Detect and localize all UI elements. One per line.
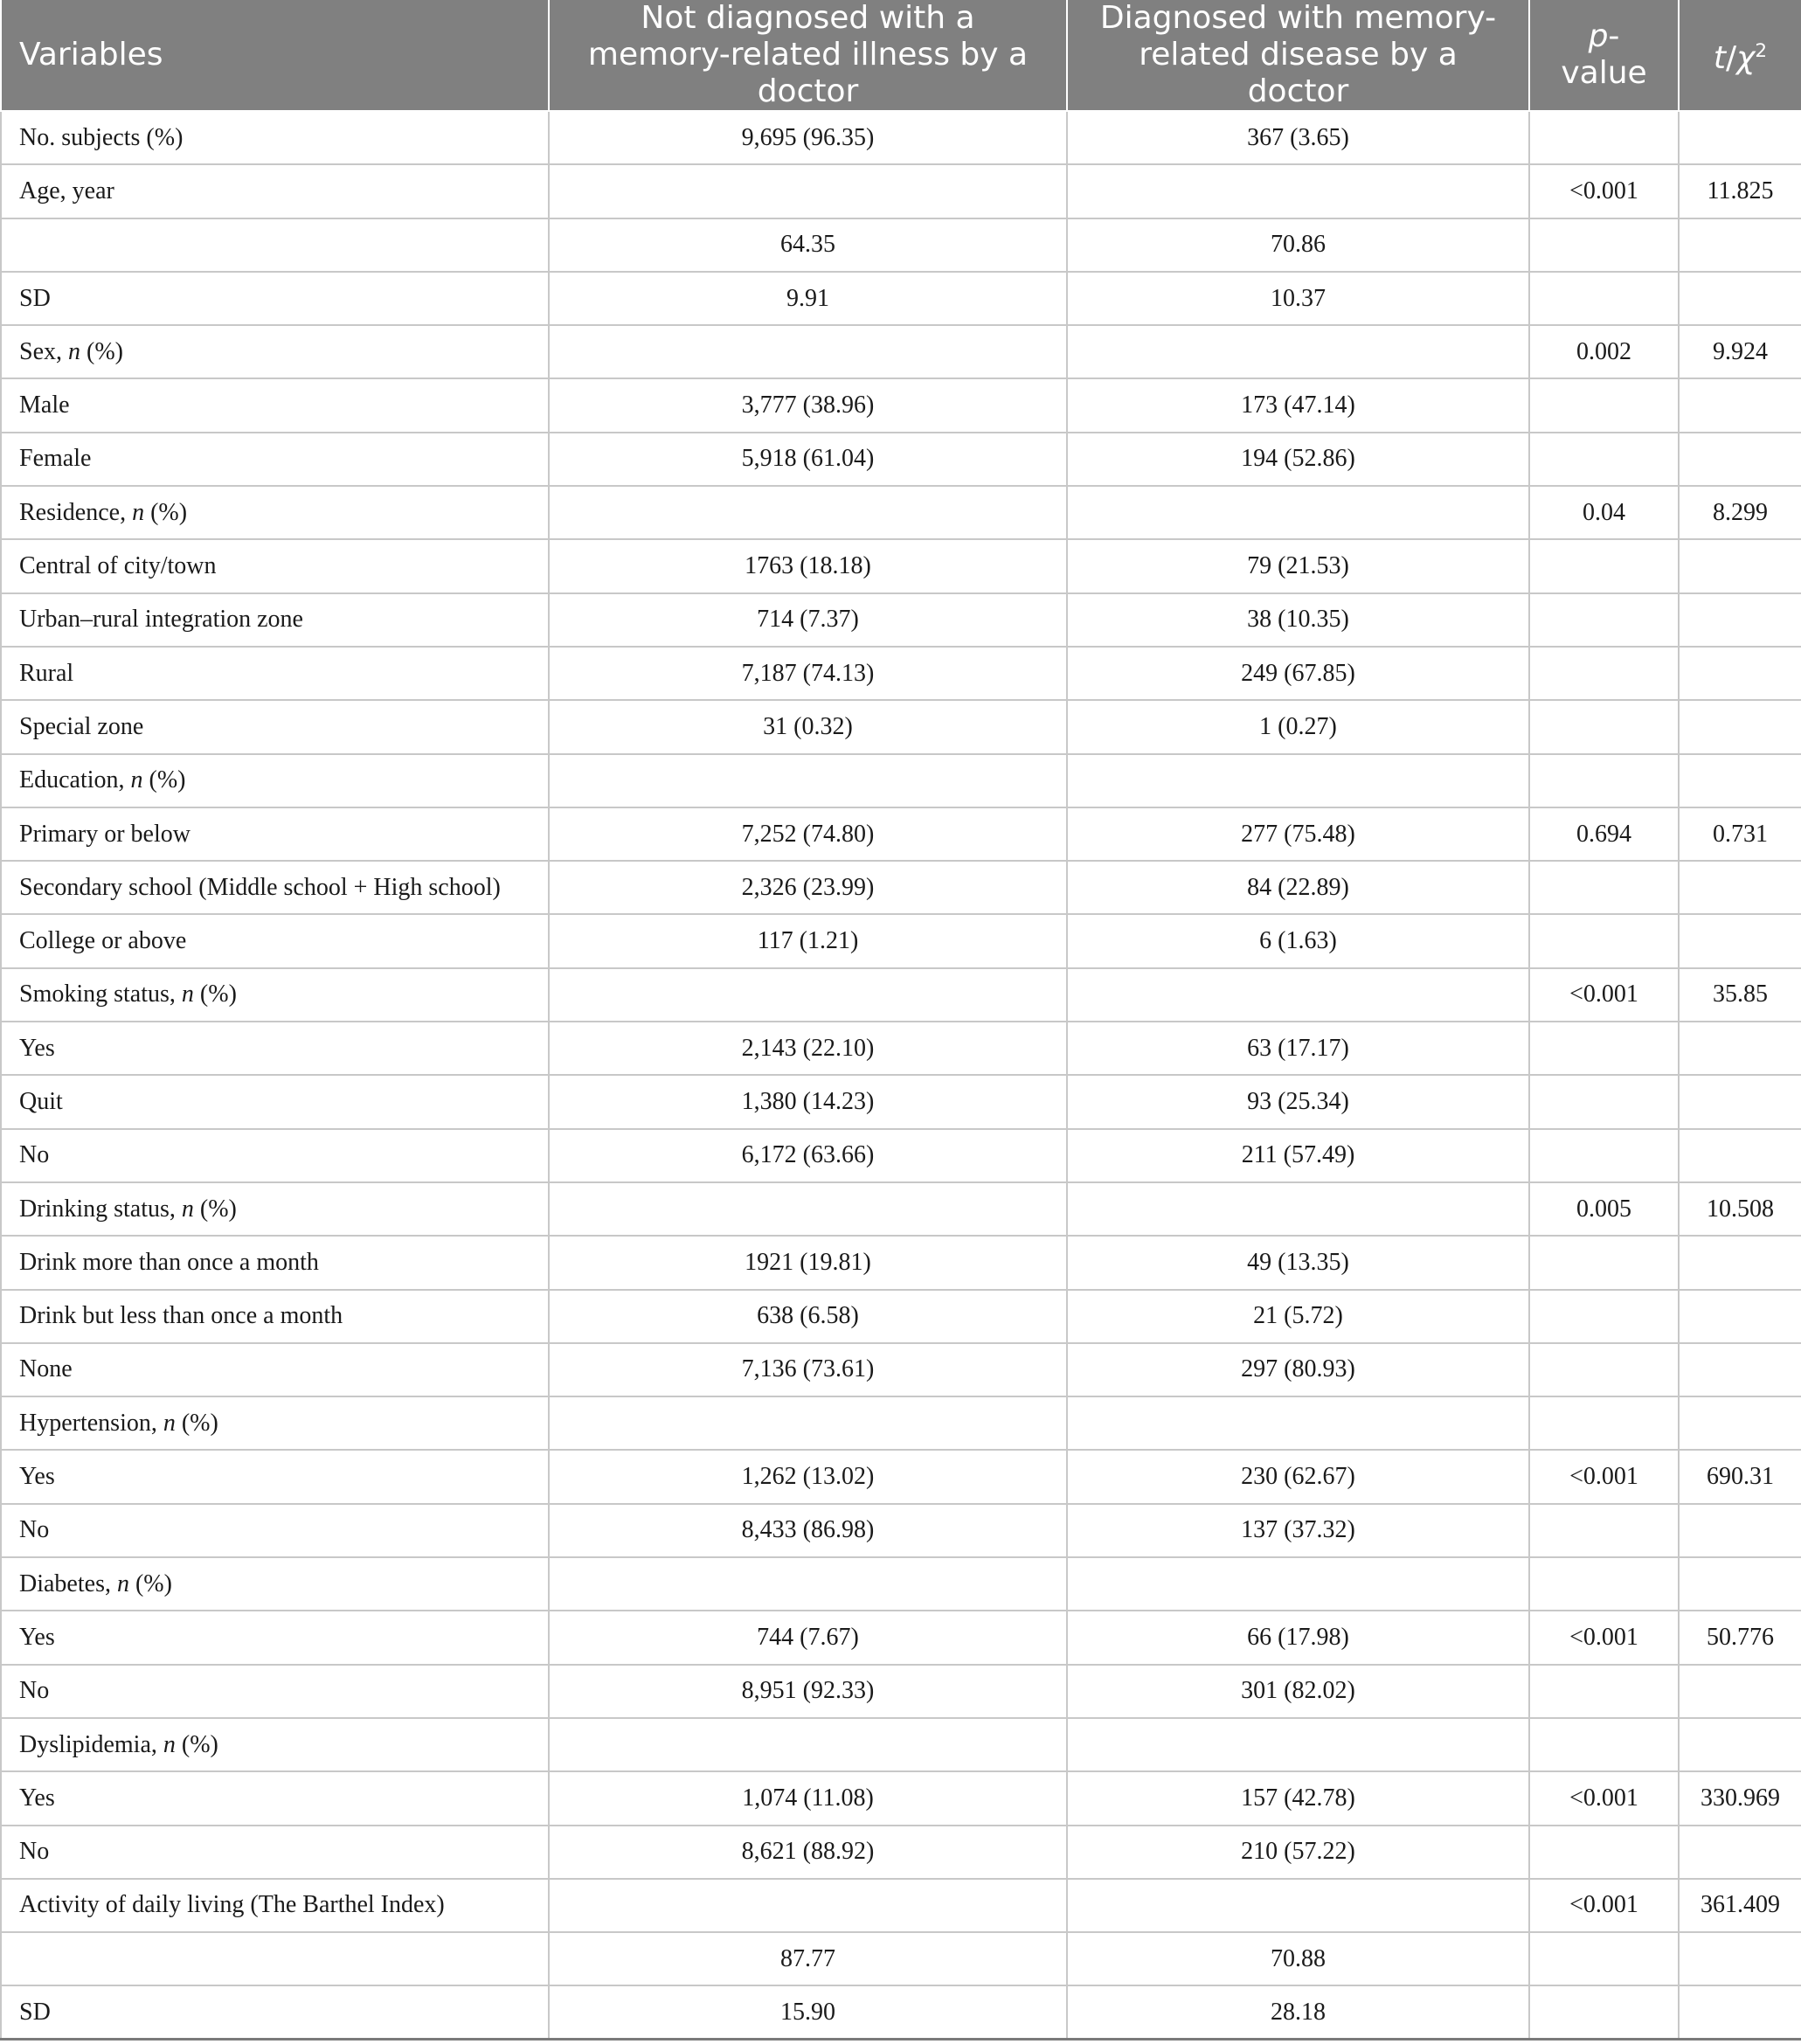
cell-variable <box>1 700 549 753</box>
table-row <box>1 914 1801 967</box>
cell-statistic <box>1679 1022 1801 1075</box>
cell-p-value: <0.001 <box>1529 164 1679 218</box>
cell-diagnosed <box>1067 1396 1529 1450</box>
cell-variable <box>1 539 549 592</box>
cell-statistic <box>1679 1932 1801 1985</box>
cell-statistic <box>1679 272 1801 325</box>
variable-label: Diabetes, <box>19 1569 117 1597</box>
cell-variable <box>1 807 549 861</box>
cell-diagnosed: 249 (67.85) <box>1067 647 1529 700</box>
cell-not-diagnosed: 64.35 <box>549 218 1067 272</box>
variable-label: Age, year <box>19 177 114 204</box>
variable-label: Secondary school (Middle school + High school) <box>19 873 501 901</box>
cell-not-diagnosed <box>549 486 1067 539</box>
cell-statistic <box>1679 1985 1801 2039</box>
table-row <box>1 968 1801 1022</box>
variable-label: Quit <box>19 1087 63 1115</box>
cell-variable <box>1 1718 549 1771</box>
cell-diagnosed: 297 (80.93) <box>1067 1343 1529 1396</box>
cell-diagnosed <box>1067 754 1529 807</box>
cell-statistic <box>1679 754 1801 807</box>
cell-not-diagnosed: 31 (0.32) <box>549 700 1067 753</box>
header-statistic <box>1679 0 1801 111</box>
cell-variable <box>1 1932 549 1985</box>
cell-statistic <box>1679 914 1801 967</box>
header-variables: Variables <box>1 0 549 111</box>
cell-diagnosed: 79 (21.53) <box>1067 539 1529 592</box>
cell-variable <box>1 1075 549 1128</box>
table-row <box>1 1343 1801 1396</box>
cell-p-value <box>1529 1343 1679 1396</box>
cell-diagnosed: 137 (37.32) <box>1067 1504 1529 1557</box>
cell-not-diagnosed: 5,918 (61.04) <box>549 433 1067 486</box>
cell-not-diagnosed: 638 (6.58) <box>549 1290 1067 1343</box>
cell-variable <box>1 754 549 807</box>
cell-diagnosed: 38 (10.35) <box>1067 593 1529 647</box>
cell-p-value: 0.694 <box>1529 807 1679 861</box>
table-row <box>1 539 1801 592</box>
cell-not-diagnosed: 8,951 (92.33) <box>549 1665 1067 1718</box>
cell-diagnosed: 6 (1.63) <box>1067 914 1529 967</box>
cell-p-value <box>1529 1504 1679 1557</box>
cell-diagnosed: 21 (5.72) <box>1067 1290 1529 1343</box>
variable-label: Hypertension, <box>19 1409 163 1437</box>
cell-p-value <box>1529 647 1679 700</box>
variable-label: Yes <box>19 1623 55 1651</box>
table-row <box>1 486 1801 539</box>
cell-p-value <box>1529 1236 1679 1289</box>
cell-p-value <box>1529 1022 1679 1075</box>
cell-diagnosed: 49 (13.35) <box>1067 1236 1529 1289</box>
header-row <box>1 0 1801 111</box>
cell-statistic <box>1679 1504 1801 1557</box>
cell-statistic <box>1679 647 1801 700</box>
cell-variable <box>1 914 549 967</box>
header-stat-sup: 2 <box>1755 40 1768 62</box>
cell-p-value <box>1529 1075 1679 1128</box>
cell-diagnosed: 157 (42.78) <box>1067 1771 1529 1825</box>
table-row <box>1 218 1801 272</box>
cell-not-diagnosed: 9,695 (96.35) <box>549 111 1067 164</box>
cell-p-value: 0.005 <box>1529 1182 1679 1236</box>
variable-label: Female <box>19 445 92 473</box>
cell-p-value: <0.001 <box>1529 1450 1679 1503</box>
variable-label-n: n <box>181 1195 194 1223</box>
cell-p-value <box>1529 378 1679 432</box>
table-row <box>1 1236 1801 1289</box>
cell-diagnosed <box>1067 325 1529 378</box>
variable-label-tail: (%) <box>193 1195 237 1223</box>
cell-statistic <box>1679 1290 1801 1343</box>
cell-diagnosed: 10.37 <box>1067 272 1529 325</box>
cell-variable <box>1 593 549 647</box>
cell-variable <box>1 164 549 218</box>
table-row <box>1 272 1801 325</box>
table-row <box>1 111 1801 164</box>
cell-statistic <box>1679 1718 1801 1771</box>
table-header <box>1 0 1801 111</box>
variable-label-tail: (%) <box>193 980 237 1008</box>
table-row <box>1 378 1801 432</box>
table-row <box>1 433 1801 486</box>
cell-variable <box>1 1396 549 1450</box>
cell-statistic: 10.508 <box>1679 1182 1801 1236</box>
table-row <box>1 1557 1801 1611</box>
cell-statistic: 35.85 <box>1679 968 1801 1022</box>
variable-label: Sex, <box>19 337 68 365</box>
cell-not-diagnosed <box>549 1182 1067 1236</box>
cell-variable <box>1 272 549 325</box>
cell-variable <box>1 1665 549 1718</box>
cell-diagnosed: 93 (25.34) <box>1067 1075 1529 1128</box>
cell-p-value <box>1529 218 1679 272</box>
cell-p-value <box>1529 1396 1679 1450</box>
cell-diagnosed: 1 (0.27) <box>1067 700 1529 753</box>
cell-variable <box>1 1022 549 1075</box>
cell-not-diagnosed: 7,252 (74.80) <box>549 807 1067 861</box>
cell-not-diagnosed: 1,262 (13.02) <box>549 1450 1067 1503</box>
variable-label: No <box>19 1677 50 1705</box>
table-row <box>1 861 1801 914</box>
table-row <box>1 1879 1801 1932</box>
cell-diagnosed: 277 (75.48) <box>1067 807 1529 861</box>
variable-label-tail: (%) <box>80 337 123 365</box>
cell-variable <box>1 647 549 700</box>
header-p-value <box>1529 0 1679 111</box>
cell-diagnosed: 66 (17.98) <box>1067 1611 1529 1664</box>
table-row <box>1 1075 1801 1128</box>
variable-label: Yes <box>19 1463 55 1491</box>
variable-label: Primary or below <box>19 820 190 848</box>
cell-p-value <box>1529 861 1679 914</box>
variable-label: Activity of daily living (The Barthel Index) <box>19 1891 445 1919</box>
cell-diagnosed: 173 (47.14) <box>1067 378 1529 432</box>
header-p-italic: p <box>1588 18 1609 54</box>
cell-not-diagnosed: 1763 (18.18) <box>549 539 1067 592</box>
cell-diagnosed: 194 (52.86) <box>1067 433 1529 486</box>
cell-statistic: 11.825 <box>1679 164 1801 218</box>
variable-label: Male <box>19 391 70 419</box>
table-row <box>1 593 1801 647</box>
cell-diagnosed: 70.86 <box>1067 218 1529 272</box>
header-p-rest: -value <box>1561 18 1647 91</box>
cell-not-diagnosed: 9.91 <box>549 272 1067 325</box>
cell-p-value <box>1529 539 1679 592</box>
table-row <box>1 1022 1801 1075</box>
variable-label: Dyslipidemia, <box>19 1730 163 1758</box>
variable-label: No <box>19 1838 50 1866</box>
table-row <box>1 1985 1801 2039</box>
cell-p-value: <0.001 <box>1529 1611 1679 1664</box>
cell-not-diagnosed: 3,777 (38.96) <box>549 378 1067 432</box>
cell-statistic <box>1679 1396 1801 1450</box>
cell-not-diagnosed: 117 (1.21) <box>549 914 1067 967</box>
cell-p-value <box>1529 593 1679 647</box>
cell-statistic: 0.731 <box>1679 807 1801 861</box>
variable-label-tail: (%) <box>142 766 186 794</box>
cell-statistic <box>1679 1129 1801 1182</box>
cell-not-diagnosed: 714 (7.37) <box>549 593 1067 647</box>
cell-diagnosed <box>1067 486 1529 539</box>
cell-statistic: 330.969 <box>1679 1771 1801 1825</box>
cell-not-diagnosed: 7,187 (74.13) <box>549 647 1067 700</box>
header-stat-sep: / <box>1725 40 1737 76</box>
cell-not-diagnosed <box>549 968 1067 1022</box>
cell-diagnosed: 211 (57.49) <box>1067 1129 1529 1182</box>
variable-label-tail: (%) <box>175 1730 218 1758</box>
cell-diagnosed: 84 (22.89) <box>1067 861 1529 914</box>
cell-not-diagnosed: 2,143 (22.10) <box>549 1022 1067 1075</box>
variable-label: Rural <box>19 659 74 687</box>
cell-not-diagnosed: 1,380 (14.23) <box>549 1075 1067 1128</box>
cell-p-value <box>1529 1932 1679 1985</box>
variable-label: None <box>19 1355 73 1383</box>
cell-variable <box>1 1182 549 1236</box>
variable-label: Yes <box>19 1034 55 1062</box>
cell-variable <box>1 111 549 164</box>
cell-variable <box>1 1129 549 1182</box>
cell-variable <box>1 968 549 1022</box>
cell-diagnosed: 301 (82.02) <box>1067 1665 1529 1718</box>
header-stat-t: t <box>1713 40 1726 76</box>
variable-label: No <box>19 1516 50 1544</box>
cell-diagnosed <box>1067 1879 1529 1932</box>
cell-variable <box>1 1879 549 1932</box>
cell-statistic <box>1679 1665 1801 1718</box>
cell-diagnosed <box>1067 968 1529 1022</box>
cell-diagnosed: 210 (57.22) <box>1067 1826 1529 1879</box>
table-row <box>1 1450 1801 1503</box>
table-row <box>1 754 1801 807</box>
cell-variable <box>1 1771 549 1825</box>
cell-p-value: 0.002 <box>1529 325 1679 378</box>
header-stat-chi: χ <box>1736 40 1756 76</box>
variable-label-n: n <box>181 980 194 1008</box>
cell-not-diagnosed <box>549 1396 1067 1450</box>
variable-label: No. subjects (%) <box>19 123 184 151</box>
cell-diagnosed: 367 (3.65) <box>1067 111 1529 164</box>
cell-p-value <box>1529 1718 1679 1771</box>
cell-statistic: 9.924 <box>1679 325 1801 378</box>
cell-p-value <box>1529 1665 1679 1718</box>
cell-not-diagnosed <box>549 164 1067 218</box>
cell-variable <box>1 486 549 539</box>
cell-not-diagnosed: 7,136 (73.61) <box>549 1343 1067 1396</box>
variable-label: SD <box>19 284 51 312</box>
cell-variable <box>1 861 549 914</box>
variable-label: Education, <box>19 766 131 794</box>
variable-label: SD <box>19 1998 51 2026</box>
cell-not-diagnosed: 744 (7.67) <box>549 1611 1067 1664</box>
cell-statistic <box>1679 593 1801 647</box>
variable-label-n: n <box>132 498 145 526</box>
variable-label-tail: (%) <box>175 1409 218 1437</box>
table-row <box>1 1396 1801 1450</box>
cell-variable <box>1 1343 549 1396</box>
cell-statistic <box>1679 433 1801 486</box>
cell-not-diagnosed: 6,172 (63.66) <box>549 1129 1067 1182</box>
cell-not-diagnosed: 2,326 (23.99) <box>549 861 1067 914</box>
variable-label: No <box>19 1141 50 1169</box>
cell-not-diagnosed <box>549 754 1067 807</box>
table-row <box>1 1182 1801 1236</box>
variable-label: Yes <box>19 1784 55 1812</box>
cell-p-value <box>1529 111 1679 164</box>
table-row <box>1 647 1801 700</box>
cell-not-diagnosed <box>549 325 1067 378</box>
table-row <box>1 1504 1801 1557</box>
cell-statistic <box>1679 1826 1801 1879</box>
cell-statistic: 50.776 <box>1679 1611 1801 1664</box>
variable-label-n: n <box>163 1409 176 1437</box>
cell-not-diagnosed: 8,433 (86.98) <box>549 1504 1067 1557</box>
cell-diagnosed <box>1067 1718 1529 1771</box>
cell-diagnosed <box>1067 1182 1529 1236</box>
cell-variable <box>1 1450 549 1503</box>
table-row <box>1 1611 1801 1664</box>
variable-label: College or above <box>19 927 187 955</box>
cell-p-value <box>1529 700 1679 753</box>
cell-statistic <box>1679 700 1801 753</box>
table-row <box>1 164 1801 218</box>
cell-statistic <box>1679 861 1801 914</box>
table-body <box>1 111 1801 2040</box>
header-not-diagnosed: Not diagnosed with a memory-related illness by a doctor <box>549 0 1067 111</box>
cell-diagnosed <box>1067 164 1529 218</box>
cell-not-diagnosed: 1921 (19.81) <box>549 1236 1067 1289</box>
variable-label: Central of city/town <box>19 552 217 580</box>
table-row <box>1 1718 1801 1771</box>
variable-label-n: n <box>163 1730 176 1758</box>
cell-variable <box>1 218 549 272</box>
table-row <box>1 1932 1801 1985</box>
table-row <box>1 1771 1801 1825</box>
cell-diagnosed: 28.18 <box>1067 1985 1529 2039</box>
cell-diagnosed: 70.88 <box>1067 1932 1529 1985</box>
variable-label: Drinking status, <box>19 1195 182 1223</box>
cell-p-value <box>1529 1557 1679 1611</box>
cell-statistic: 361.409 <box>1679 1879 1801 1932</box>
cell-not-diagnosed <box>549 1557 1067 1611</box>
cell-statistic: 8.299 <box>1679 486 1801 539</box>
cell-diagnosed: 230 (62.67) <box>1067 1450 1529 1503</box>
cell-statistic: 690.31 <box>1679 1450 1801 1503</box>
cell-variable <box>1 433 549 486</box>
cell-p-value <box>1529 1129 1679 1182</box>
variable-label: Drink more than once a month <box>19 1248 319 1276</box>
cell-statistic <box>1679 378 1801 432</box>
cell-p-value <box>1529 272 1679 325</box>
cell-not-diagnosed <box>549 1879 1067 1932</box>
cell-variable <box>1 1236 549 1289</box>
cell-variable <box>1 1985 549 2039</box>
variable-label-tail: (%) <box>144 498 188 526</box>
cell-p-value: 0.04 <box>1529 486 1679 539</box>
cell-diagnosed <box>1067 1557 1529 1611</box>
table-row <box>1 325 1801 378</box>
cell-variable <box>1 1611 549 1664</box>
cell-variable <box>1 1826 549 1879</box>
cell-p-value <box>1529 1826 1679 1879</box>
variable-label: Special zone <box>19 712 144 740</box>
variable-label: Residence, <box>19 498 133 526</box>
table-row <box>1 1129 1801 1182</box>
cell-not-diagnosed: 87.77 <box>549 1932 1067 1985</box>
table-row <box>1 1826 1801 1879</box>
cell-not-diagnosed: 15.90 <box>549 1985 1067 2039</box>
cell-statistic <box>1679 111 1801 164</box>
cell-p-value: <0.001 <box>1529 968 1679 1022</box>
cell-statistic <box>1679 218 1801 272</box>
variable-label-n: n <box>130 766 143 794</box>
cell-not-diagnosed: 1,074 (11.08) <box>549 1771 1067 1825</box>
cell-statistic <box>1679 1075 1801 1128</box>
cell-p-value: <0.001 <box>1529 1771 1679 1825</box>
table-row <box>1 1290 1801 1343</box>
cell-diagnosed: 63 (17.17) <box>1067 1022 1529 1075</box>
cell-variable <box>1 1557 549 1611</box>
cell-variable <box>1 1504 549 1557</box>
table-row <box>1 1665 1801 1718</box>
variable-label: Urban–rural integration zone <box>19 606 303 634</box>
cell-statistic <box>1679 1557 1801 1611</box>
cell-variable <box>1 1290 549 1343</box>
cell-p-value <box>1529 754 1679 807</box>
cell-not-diagnosed: 8,621 (88.92) <box>549 1826 1067 1879</box>
variable-label: Smoking status, <box>19 980 182 1008</box>
cell-statistic <box>1679 1236 1801 1289</box>
cell-statistic <box>1679 1343 1801 1396</box>
cell-variable <box>1 378 549 432</box>
cell-p-value: <0.001 <box>1529 1879 1679 1932</box>
cell-p-value <box>1529 914 1679 967</box>
table-row <box>1 807 1801 861</box>
cell-p-value <box>1529 1290 1679 1343</box>
cell-p-value <box>1529 1985 1679 2039</box>
cell-variable <box>1 325 549 378</box>
table-row <box>1 700 1801 753</box>
variable-label-n: n <box>116 1569 129 1597</box>
cell-p-value <box>1529 433 1679 486</box>
variable-label-n: n <box>68 337 80 365</box>
header-diagnosed: Diagnosed with memory-related disease by a doctor <box>1067 0 1529 111</box>
cell-not-diagnosed <box>549 1718 1067 1771</box>
cell-statistic <box>1679 539 1801 592</box>
variable-label-tail: (%) <box>128 1569 172 1597</box>
variable-label: Drink but less than once a month <box>19 1302 343 1330</box>
